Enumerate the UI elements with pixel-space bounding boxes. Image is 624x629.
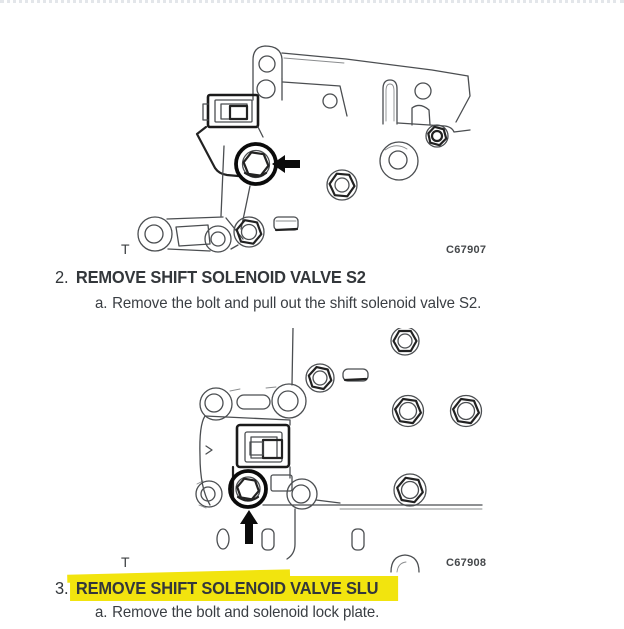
- step-title: REMOVE SHIFT SOLENOID VALVE S2: [75, 267, 366, 287]
- washer: [380, 142, 418, 180]
- step-number: 2.: [55, 267, 69, 287]
- figure-shift-solenoid-s2: [0, 3, 624, 263]
- hex-bolt: [451, 396, 482, 427]
- hex-bolt: [426, 125, 448, 147]
- figure-corner-label: T: [121, 241, 130, 257]
- step-2-heading: [55, 267, 366, 288]
- linkage-arm: [138, 217, 243, 252]
- step-3-heading: [55, 578, 398, 599]
- step-title-highlighted: REMOVE SHIFT SOLENOID VALVE SLU: [70, 576, 398, 601]
- substep-text: Remove the bolt and pull out the shift solenoid valve S2.: [112, 295, 482, 312]
- hex-bolt: [327, 170, 357, 200]
- step-number: 3.: [55, 578, 69, 598]
- hex-bolt: [393, 396, 424, 427]
- hex-bolt: [391, 328, 419, 355]
- bolt-highlight-circle: [236, 144, 276, 184]
- figure-code: C67908: [446, 557, 487, 569]
- shift-solenoid-valve-s2: [197, 95, 263, 229]
- hex-bolt: [306, 364, 334, 392]
- figure-code: C67907: [446, 244, 487, 256]
- hex-bolt: [394, 474, 426, 506]
- roll-pin: [274, 217, 298, 230]
- valve-body-line-art: [253, 46, 470, 200]
- step-2-substep-a: [95, 295, 481, 313]
- bolt-highlight-circle: [230, 471, 266, 507]
- step-3-substep-a: [95, 604, 379, 622]
- figure-shift-solenoid-slu: [0, 328, 624, 576]
- substep-label: a.: [95, 295, 108, 312]
- hex-bolt: [234, 217, 264, 247]
- substep-label: a.: [95, 604, 108, 621]
- figure-corner-label: T: [121, 554, 130, 570]
- valve-body-line-art: [200, 328, 482, 427]
- substep-text: Remove the bolt and solenoid lock plate.: [112, 604, 380, 621]
- roll-pin: [343, 369, 368, 381]
- arrow-up-icon: [240, 510, 258, 544]
